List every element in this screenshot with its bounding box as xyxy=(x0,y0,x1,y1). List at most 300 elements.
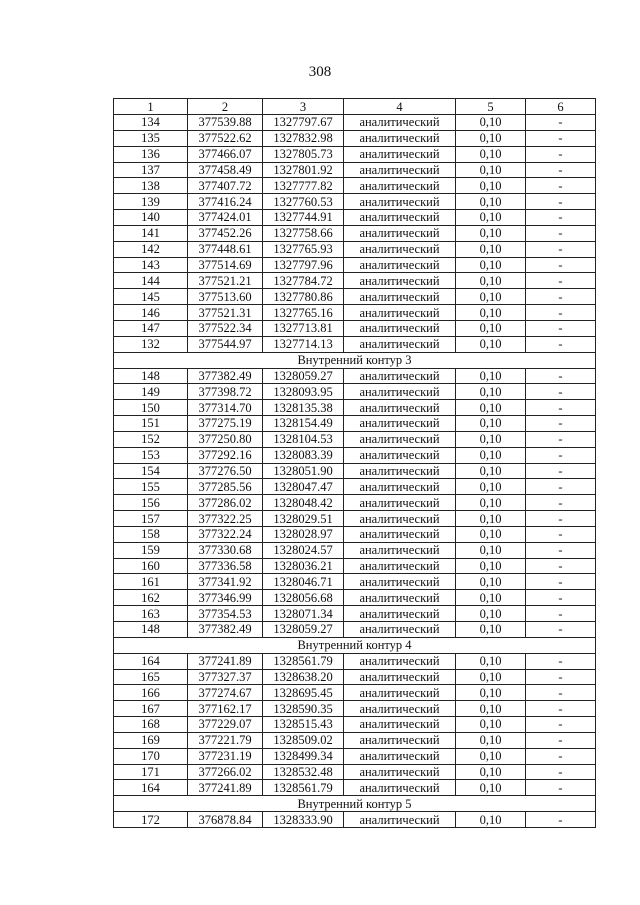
accuracy-cell: 0,10 xyxy=(456,431,526,447)
method-cell: аналитический xyxy=(344,194,456,210)
y-coordinate-cell: 1327758.66 xyxy=(263,225,344,241)
accuracy-cell: 0,10 xyxy=(456,812,526,828)
y-coordinate-cell: 1328051.90 xyxy=(263,463,344,479)
table-row xyxy=(114,162,596,178)
table-row xyxy=(114,526,596,542)
point-number-cell: 172 xyxy=(114,812,188,828)
point-number-cell: 140 xyxy=(114,210,188,226)
note-cell: - xyxy=(526,495,596,511)
y-coordinate-cell: 1327714.13 xyxy=(263,336,344,352)
note-cell: - xyxy=(526,400,596,416)
page-number: 308 xyxy=(308,64,332,80)
method-cell: аналитический xyxy=(344,289,456,305)
y-coordinate-cell: 1328083.39 xyxy=(263,447,344,463)
table-row xyxy=(114,146,596,162)
point-number-cell: 162 xyxy=(114,590,188,606)
note-cell: - xyxy=(526,526,596,542)
x-coordinate-cell: 377424.01 xyxy=(188,210,263,226)
method-cell: аналитический xyxy=(344,273,456,289)
x-coordinate-cell: 377322.25 xyxy=(188,511,263,527)
x-coordinate-cell: 377382.49 xyxy=(188,622,263,638)
point-number-cell: 170 xyxy=(114,748,188,764)
column-header-5: 5 xyxy=(456,99,526,115)
method-cell: аналитический xyxy=(344,336,456,352)
table-row xyxy=(114,606,596,622)
method-cell: аналитический xyxy=(344,717,456,733)
accuracy-cell: 0,10 xyxy=(456,146,526,162)
x-coordinate-cell: 377522.62 xyxy=(188,130,263,146)
x-coordinate-cell: 377341.92 xyxy=(188,574,263,590)
x-coordinate-cell: 377276.50 xyxy=(188,463,263,479)
note-cell: - xyxy=(526,812,596,828)
point-number-cell: 171 xyxy=(114,764,188,780)
note-cell: - xyxy=(526,257,596,273)
y-coordinate-cell: 1328046.71 xyxy=(263,574,344,590)
y-coordinate-cell: 1328532.48 xyxy=(263,764,344,780)
column-header-4: 4 xyxy=(344,99,456,115)
accuracy-cell: 0,10 xyxy=(456,574,526,590)
point-number-cell: 149 xyxy=(114,384,188,400)
point-number-cell: 156 xyxy=(114,495,188,511)
table-row xyxy=(114,479,596,495)
method-cell: аналитический xyxy=(344,606,456,622)
y-coordinate-cell: 1327801.92 xyxy=(263,162,344,178)
accuracy-cell: 0,10 xyxy=(456,780,526,796)
x-coordinate-cell: 377322.24 xyxy=(188,526,263,542)
x-coordinate-cell: 377539.88 xyxy=(188,115,263,131)
y-coordinate-cell: 1327713.81 xyxy=(263,320,344,336)
point-number-cell: 145 xyxy=(114,289,188,305)
point-number-cell: 132 xyxy=(114,336,188,352)
table-row xyxy=(114,400,596,416)
x-coordinate-cell: 377458.49 xyxy=(188,162,263,178)
x-coordinate-cell: 377522.34 xyxy=(188,320,263,336)
accuracy-cell: 0,10 xyxy=(456,622,526,638)
note-cell: - xyxy=(526,320,596,336)
method-cell: аналитический xyxy=(344,748,456,764)
table-row xyxy=(114,384,596,400)
table-row xyxy=(114,336,596,352)
table-row xyxy=(114,732,596,748)
table-row xyxy=(114,241,596,257)
table-row xyxy=(114,748,596,764)
note-cell: - xyxy=(526,162,596,178)
coordinates-table xyxy=(113,98,596,828)
table-row xyxy=(114,764,596,780)
y-coordinate-cell: 1328638.20 xyxy=(263,669,344,685)
point-number-cell: 148 xyxy=(114,368,188,384)
table-row xyxy=(114,273,596,289)
method-cell: аналитический xyxy=(344,732,456,748)
y-coordinate-cell: 1327765.16 xyxy=(263,305,344,321)
x-coordinate-cell: 377346.99 xyxy=(188,590,263,606)
table-row xyxy=(114,511,596,527)
x-coordinate-cell: 377241.89 xyxy=(188,653,263,669)
note-cell: - xyxy=(526,732,596,748)
method-cell: аналитический xyxy=(344,764,456,780)
table-row xyxy=(114,717,596,733)
table-row xyxy=(114,368,596,384)
section-row xyxy=(114,796,596,812)
point-number-cell: 142 xyxy=(114,241,188,257)
table-row xyxy=(114,257,596,273)
section-title: Внутренний контур 3 xyxy=(114,352,596,368)
x-coordinate-cell: 377330.68 xyxy=(188,542,263,558)
accuracy-cell: 0,10 xyxy=(456,606,526,622)
accuracy-cell: 0,10 xyxy=(456,479,526,495)
method-cell: аналитический xyxy=(344,463,456,479)
method-cell: аналитический xyxy=(344,574,456,590)
y-coordinate-cell: 1328135.38 xyxy=(263,400,344,416)
accuracy-cell: 0,10 xyxy=(456,653,526,669)
note-cell: - xyxy=(526,590,596,606)
note-cell: - xyxy=(526,130,596,146)
point-number-cell: 146 xyxy=(114,305,188,321)
accuracy-cell: 0,10 xyxy=(456,590,526,606)
section-row xyxy=(114,637,596,653)
method-cell: аналитический xyxy=(344,305,456,321)
point-number-cell: 136 xyxy=(114,146,188,162)
table-row xyxy=(114,622,596,638)
note-cell: - xyxy=(526,368,596,384)
x-coordinate-cell: 377221.79 xyxy=(188,732,263,748)
note-cell: - xyxy=(526,701,596,717)
note-cell: - xyxy=(526,178,596,194)
accuracy-cell: 0,10 xyxy=(456,717,526,733)
point-number-cell: 134 xyxy=(114,115,188,131)
note-cell: - xyxy=(526,384,596,400)
table-row xyxy=(114,416,596,432)
table-row xyxy=(114,225,596,241)
note-cell: - xyxy=(526,717,596,733)
table-row xyxy=(114,178,596,194)
table-row xyxy=(114,194,596,210)
point-number-cell: 160 xyxy=(114,558,188,574)
section-title: Внутренний контур 4 xyxy=(114,637,596,653)
method-cell: аналитический xyxy=(344,701,456,717)
method-cell: аналитический xyxy=(344,685,456,701)
note-cell: - xyxy=(526,305,596,321)
y-coordinate-cell: 1327797.96 xyxy=(263,257,344,273)
point-number-cell: 169 xyxy=(114,732,188,748)
point-number-cell: 153 xyxy=(114,447,188,463)
method-cell: аналитический xyxy=(344,526,456,542)
method-cell: аналитический xyxy=(344,130,456,146)
y-coordinate-cell: 1327797.67 xyxy=(263,115,344,131)
accuracy-cell: 0,10 xyxy=(456,273,526,289)
point-number-cell: 155 xyxy=(114,479,188,495)
point-number-cell: 164 xyxy=(114,780,188,796)
x-coordinate-cell: 377514.69 xyxy=(188,257,263,273)
method-cell: аналитический xyxy=(344,241,456,257)
method-cell: аналитический xyxy=(344,495,456,511)
method-cell: аналитический xyxy=(344,146,456,162)
point-number-cell: 163 xyxy=(114,606,188,622)
note-cell: - xyxy=(526,447,596,463)
accuracy-cell: 0,10 xyxy=(456,257,526,273)
accuracy-cell: 0,10 xyxy=(456,384,526,400)
note-cell: - xyxy=(526,780,596,796)
x-coordinate-cell: 377521.21 xyxy=(188,273,263,289)
method-cell: аналитический xyxy=(344,511,456,527)
accuracy-cell: 0,10 xyxy=(456,511,526,527)
note-cell: - xyxy=(526,194,596,210)
y-coordinate-cell: 1328499.34 xyxy=(263,748,344,764)
note-cell: - xyxy=(526,289,596,305)
table-row xyxy=(114,701,596,717)
note-cell: - xyxy=(526,669,596,685)
y-coordinate-cell: 1328029.51 xyxy=(263,511,344,527)
x-coordinate-cell: 377250.80 xyxy=(188,431,263,447)
method-cell: аналитический xyxy=(344,257,456,273)
note-cell: - xyxy=(526,542,596,558)
method-cell: аналитический xyxy=(344,812,456,828)
point-number-cell: 168 xyxy=(114,717,188,733)
method-cell: аналитический xyxy=(344,669,456,685)
note-cell: - xyxy=(526,115,596,131)
y-coordinate-cell: 1328028.97 xyxy=(263,526,344,542)
table-row xyxy=(114,447,596,463)
x-coordinate-cell: 377266.02 xyxy=(188,764,263,780)
y-coordinate-cell: 1327832.98 xyxy=(263,130,344,146)
note-cell: - xyxy=(526,241,596,257)
y-coordinate-cell: 1328590.35 xyxy=(263,701,344,717)
x-coordinate-cell: 377382.49 xyxy=(188,368,263,384)
y-coordinate-cell: 1328059.27 xyxy=(263,622,344,638)
x-coordinate-cell: 377448.61 xyxy=(188,241,263,257)
y-coordinate-cell: 1327744.91 xyxy=(263,210,344,226)
method-cell: аналитический xyxy=(344,479,456,495)
method-cell: аналитический xyxy=(344,368,456,384)
x-coordinate-cell: 377286.02 xyxy=(188,495,263,511)
note-cell: - xyxy=(526,622,596,638)
y-coordinate-cell: 1328509.02 xyxy=(263,732,344,748)
x-coordinate-cell: 377231.19 xyxy=(188,748,263,764)
accuracy-cell: 0,10 xyxy=(456,305,526,321)
accuracy-cell: 0,10 xyxy=(456,416,526,432)
method-cell: аналитический xyxy=(344,384,456,400)
table-row xyxy=(114,669,596,685)
table-row xyxy=(114,130,596,146)
x-coordinate-cell: 377336.58 xyxy=(188,558,263,574)
column-header-3: 3 xyxy=(263,99,344,115)
method-cell: аналитический xyxy=(344,320,456,336)
table-row xyxy=(114,542,596,558)
y-coordinate-cell: 1327760.53 xyxy=(263,194,344,210)
table-row xyxy=(114,289,596,305)
x-coordinate-cell: 377521.31 xyxy=(188,305,263,321)
accuracy-cell: 0,10 xyxy=(456,558,526,574)
y-coordinate-cell: 1328154.49 xyxy=(263,416,344,432)
note-cell: - xyxy=(526,479,596,495)
y-coordinate-cell: 1328333.90 xyxy=(263,812,344,828)
table-row xyxy=(114,431,596,447)
table-row xyxy=(114,495,596,511)
x-coordinate-cell: 377162.17 xyxy=(188,701,263,717)
x-coordinate-cell: 377314.70 xyxy=(188,400,263,416)
method-cell: аналитический xyxy=(344,416,456,432)
y-coordinate-cell: 1328104.53 xyxy=(263,431,344,447)
table-header-row xyxy=(114,99,596,115)
point-number-cell: 158 xyxy=(114,526,188,542)
y-coordinate-cell: 1328036.21 xyxy=(263,558,344,574)
y-coordinate-cell: 1327805.73 xyxy=(263,146,344,162)
method-cell: аналитический xyxy=(344,210,456,226)
note-cell: - xyxy=(526,574,596,590)
note-cell: - xyxy=(526,416,596,432)
table-row xyxy=(114,463,596,479)
accuracy-cell: 0,10 xyxy=(456,447,526,463)
table-row xyxy=(114,574,596,590)
note-cell: - xyxy=(526,558,596,574)
point-number-cell: 141 xyxy=(114,225,188,241)
accuracy-cell: 0,10 xyxy=(456,495,526,511)
y-coordinate-cell: 1328024.57 xyxy=(263,542,344,558)
note-cell: - xyxy=(526,685,596,701)
point-number-cell: 147 xyxy=(114,320,188,336)
y-coordinate-cell: 1328048.42 xyxy=(263,495,344,511)
accuracy-cell: 0,10 xyxy=(456,115,526,131)
point-number-cell: 139 xyxy=(114,194,188,210)
table-row xyxy=(114,590,596,606)
y-coordinate-cell: 1328561.79 xyxy=(263,653,344,669)
note-cell: - xyxy=(526,273,596,289)
point-number-cell: 159 xyxy=(114,542,188,558)
accuracy-cell: 0,10 xyxy=(456,225,526,241)
table-row xyxy=(114,320,596,336)
table-row xyxy=(114,653,596,669)
x-coordinate-cell: 377466.07 xyxy=(188,146,263,162)
y-coordinate-cell: 1328093.95 xyxy=(263,384,344,400)
accuracy-cell: 0,10 xyxy=(456,241,526,257)
note-cell: - xyxy=(526,431,596,447)
point-number-cell: 167 xyxy=(114,701,188,717)
method-cell: аналитический xyxy=(344,558,456,574)
y-coordinate-cell: 1328071.34 xyxy=(263,606,344,622)
accuracy-cell: 0,10 xyxy=(456,162,526,178)
point-number-cell: 151 xyxy=(114,416,188,432)
x-coordinate-cell: 376878.84 xyxy=(188,812,263,828)
table-row xyxy=(114,685,596,701)
x-coordinate-cell: 377544.97 xyxy=(188,336,263,352)
note-cell: - xyxy=(526,748,596,764)
y-coordinate-cell: 1327765.93 xyxy=(263,241,344,257)
section-title: Внутренний контур 5 xyxy=(114,796,596,812)
table-row xyxy=(114,305,596,321)
point-number-cell: 137 xyxy=(114,162,188,178)
x-coordinate-cell: 377229.07 xyxy=(188,717,263,733)
point-number-cell: 166 xyxy=(114,685,188,701)
accuracy-cell: 0,10 xyxy=(456,526,526,542)
accuracy-cell: 0,10 xyxy=(456,400,526,416)
accuracy-cell: 0,10 xyxy=(456,210,526,226)
accuracy-cell: 0,10 xyxy=(456,320,526,336)
table-body xyxy=(114,115,596,828)
note-cell: - xyxy=(526,146,596,162)
y-coordinate-cell: 1328561.79 xyxy=(263,780,344,796)
point-number-cell: 165 xyxy=(114,669,188,685)
accuracy-cell: 0,10 xyxy=(456,764,526,780)
x-coordinate-cell: 377407.72 xyxy=(188,178,263,194)
point-number-cell: 154 xyxy=(114,463,188,479)
table-row xyxy=(114,780,596,796)
accuracy-cell: 0,10 xyxy=(456,685,526,701)
accuracy-cell: 0,10 xyxy=(456,130,526,146)
note-cell: - xyxy=(526,210,596,226)
note-cell: - xyxy=(526,336,596,352)
column-header-6: 6 xyxy=(526,99,596,115)
point-number-cell: 138 xyxy=(114,178,188,194)
x-coordinate-cell: 377513.60 xyxy=(188,289,263,305)
method-cell: аналитический xyxy=(344,162,456,178)
method-cell: аналитический xyxy=(344,225,456,241)
accuracy-cell: 0,10 xyxy=(456,336,526,352)
y-coordinate-cell: 1328047.47 xyxy=(263,479,344,495)
table-row xyxy=(114,558,596,574)
method-cell: аналитический xyxy=(344,780,456,796)
y-coordinate-cell: 1328059.27 xyxy=(263,368,344,384)
x-coordinate-cell: 377327.37 xyxy=(188,669,263,685)
accuracy-cell: 0,10 xyxy=(456,701,526,717)
note-cell: - xyxy=(526,463,596,479)
x-coordinate-cell: 377275.19 xyxy=(188,416,263,432)
method-cell: аналитический xyxy=(344,431,456,447)
x-coordinate-cell: 377241.89 xyxy=(188,780,263,796)
accuracy-cell: 0,10 xyxy=(456,178,526,194)
method-cell: аналитический xyxy=(344,653,456,669)
y-coordinate-cell: 1327777.82 xyxy=(263,178,344,194)
note-cell: - xyxy=(526,606,596,622)
y-coordinate-cell: 1328515.43 xyxy=(263,717,344,733)
table-row xyxy=(114,210,596,226)
y-coordinate-cell: 1327784.72 xyxy=(263,273,344,289)
note-cell: - xyxy=(526,764,596,780)
y-coordinate-cell: 1327780.86 xyxy=(263,289,344,305)
x-coordinate-cell: 377274.67 xyxy=(188,685,263,701)
accuracy-cell: 0,10 xyxy=(456,194,526,210)
y-coordinate-cell: 1328056.68 xyxy=(263,590,344,606)
note-cell: - xyxy=(526,511,596,527)
method-cell: аналитический xyxy=(344,400,456,416)
table-row xyxy=(114,812,596,828)
point-number-cell: 157 xyxy=(114,511,188,527)
note-cell: - xyxy=(526,225,596,241)
accuracy-cell: 0,10 xyxy=(456,289,526,305)
x-coordinate-cell: 377452.26 xyxy=(188,225,263,241)
accuracy-cell: 0,10 xyxy=(456,669,526,685)
point-number-cell: 152 xyxy=(114,431,188,447)
x-coordinate-cell: 377292.16 xyxy=(188,447,263,463)
point-number-cell: 164 xyxy=(114,653,188,669)
x-coordinate-cell: 377398.72 xyxy=(188,384,263,400)
y-coordinate-cell: 1328695.45 xyxy=(263,685,344,701)
accuracy-cell: 0,10 xyxy=(456,463,526,479)
point-number-cell: 150 xyxy=(114,400,188,416)
point-number-cell: 148 xyxy=(114,622,188,638)
method-cell: аналитический xyxy=(344,590,456,606)
x-coordinate-cell: 377285.56 xyxy=(188,479,263,495)
method-cell: аналитический xyxy=(344,542,456,558)
section-row xyxy=(114,352,596,368)
table-row xyxy=(114,115,596,131)
column-header-2: 2 xyxy=(188,99,263,115)
point-number-cell: 144 xyxy=(114,273,188,289)
x-coordinate-cell: 377354.53 xyxy=(188,606,263,622)
accuracy-cell: 0,10 xyxy=(456,542,526,558)
method-cell: аналитический xyxy=(344,178,456,194)
accuracy-cell: 0,10 xyxy=(456,732,526,748)
point-number-cell: 161 xyxy=(114,574,188,590)
